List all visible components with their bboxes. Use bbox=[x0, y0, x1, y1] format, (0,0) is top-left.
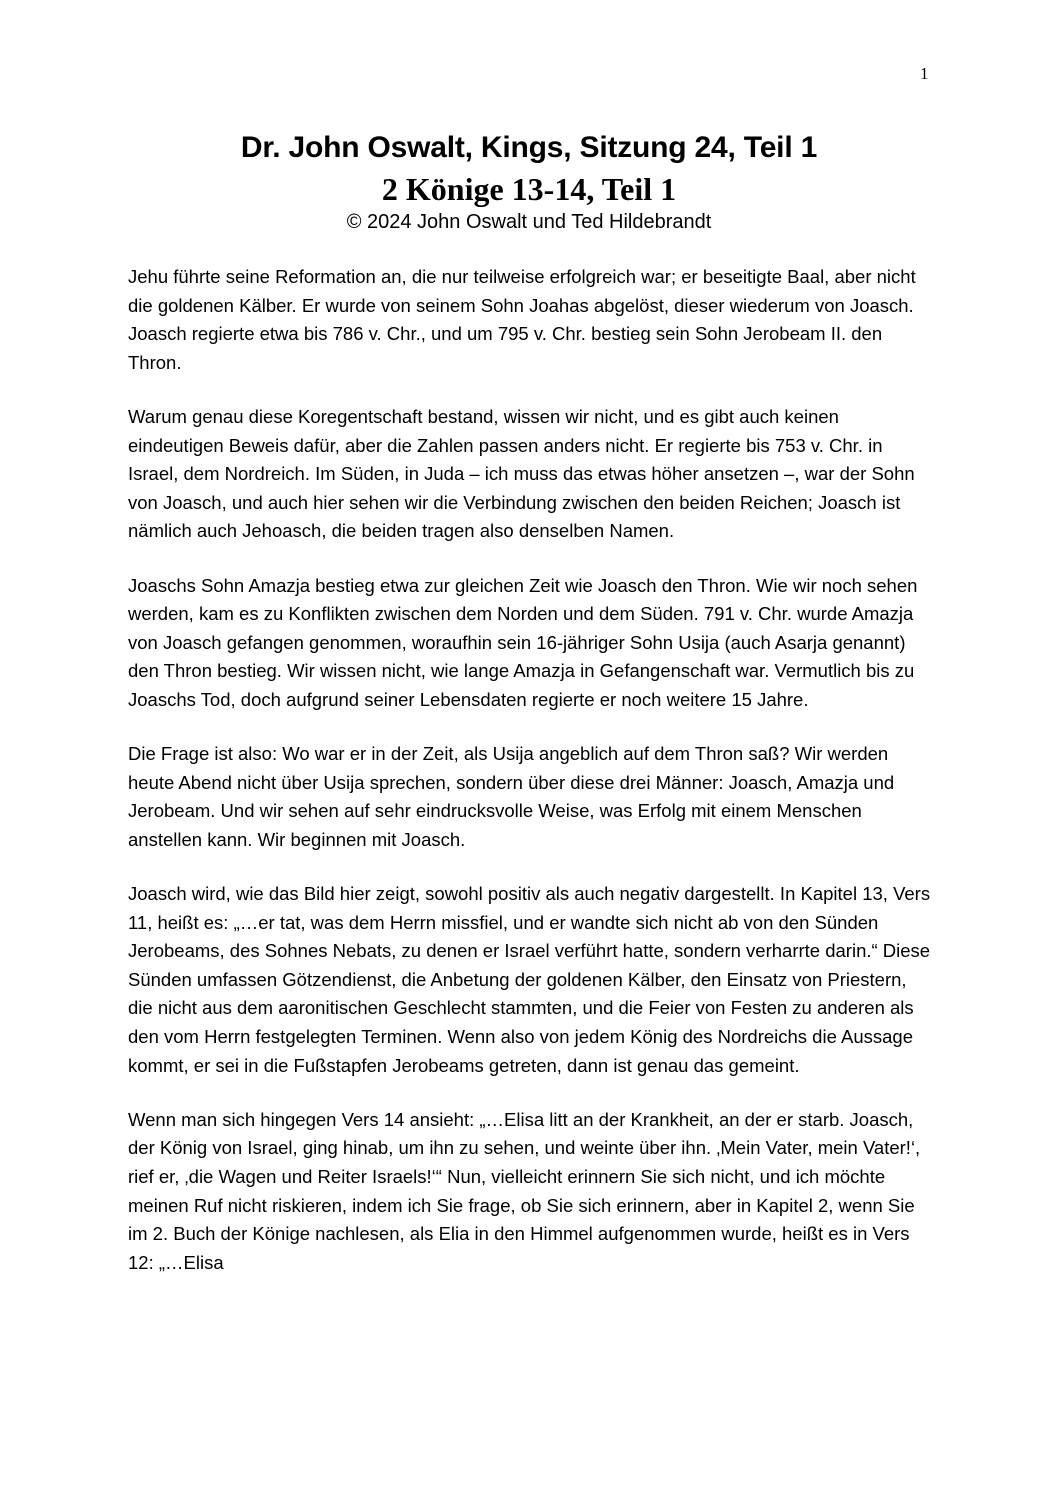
document-body bbox=[128, 263, 932, 1277]
page-number: 1 bbox=[920, 64, 929, 83]
copyright-notice: © 2024 John Oswalt und Ted Hildebrandt bbox=[346, 211, 712, 233]
document-subtitle: 2 Könige 13-14, Teil 1 bbox=[381, 171, 677, 207]
paragraph: Joaschs Sohn Amazja bestieg etwa zur gleichen Zeit wie Joasch den Thron. Wie wir noch sehen werden, kam es zu Konflikten zwischen dem Norden und dem Süden. 791 v. Chr. wurde Amazja von Joasch gefangen genommen, woraufhin sein 16-jähriger Sohn Usija (auch Asarja genannt) den Thron bestieg. Wir wissen nicht, wie lange Amazja in Gefangenschaft war. Vermutlich bis zu Joaschs Tod, doch aufgrund seiner Lebensdaten regierte er noch weitere 15 Jahre. bbox=[128, 574, 918, 710]
paragraph: Warum genau diese Koregentschaft bestand, wissen wir nicht, und es gibt auch keinen eindeutigen Beweis dafür, aber die Zahlen passen anders nicht. Er regierte bis 753 v. Chr. in Israel, dem Nordreich. Im Süden, in Juda – ich muss das etwas höher ansetzen –, war der Sohn von Joasch, und auch hier sehen wir die Verbindung zwischen den beiden Reichen; Joasch ist nämlich auch Jehoasch, die beiden tragen also denselben Namen. bbox=[128, 405, 915, 542]
paragraph: Joasch wird, wie das Bild hier zeigt, sowohl positiv als auch negativ dargestellt. In Kapitel 13, Vers 11, heißt es: „…er tat, was dem Herrn missfiel, und er wandte sich nicht ab von den Sünden Jerobeams, des Sohnes Nebats, zu denen er Israel verführt hatte, sondern verharrte darin.“ Diese Sünden umfassen Götzendienst, die Anbetung der goldenen Kälber, den Einsatz von Priestern, die nicht aus dem aaronitischen Geschlecht stammten, und die Feier von Festen zu anderen als den vom Herrn festgelegten Terminen. Wenn also von jedem König des Nordreichs die Aussage kommt, er sei in die Fußstapfen Jerobeams getreten, dann ist genau das gemeint. bbox=[128, 883, 931, 1076]
paragraph: Jehu führte seine Reformation an, die nur teilweise erfolgreich war; er beseitigte Baal, aber nicht die goldenen Kälber. Er wurde von seinem Sohn Joahas abgelöst, dieser wiederum von Joasch. Joasch regierte etwa bis 786 v. Chr., und um 795 v. Chr. bestieg sein Sohn Jerobeam II. den Thron. bbox=[128, 266, 916, 373]
document-title: Dr. John Oswalt, Kings, Sitzung 24, Teil 1 bbox=[240, 131, 818, 164]
document-header bbox=[0, 130, 1058, 234]
paragraph: Wenn man sich hingegen Vers 14 ansieht: „…Elisa litt an der Krankheit, an der er starb. Joasch, der König von Israel, ging hinab, um ihn zu sehen, und weinte über ihn. ‚Mein Vater, mein Vater!‘, rief er, ‚die Wagen und Reiter Israels!‘“ Nun, vielleicht erinnern Sie sich nicht, und ich möchte meinen Ruf nicht riskieren, indem ich Sie frage, ob Sie sich erinnern, aber in Kapitel 2, wenn Sie im 2. Buch der Könige nachlesen, als Elia in den Himmel aufgenommen wurde, heißt es in Vers 12: „…Elisa bbox=[128, 1108, 921, 1273]
paragraph: Die Frage ist also: Wo war er in der Zeit, als Usija angeblich auf dem Thron saß? Wir werden heute Abend nicht über Usija sprechen, sondern über diese drei Männer: Joasch, Amazja und Jerobeam. Und wir sehen auf sehr eindrucksvolle Weise, was Erfolg mit einem Menschen anstellen kann. Wir beginnen mit Joasch. bbox=[128, 743, 895, 850]
